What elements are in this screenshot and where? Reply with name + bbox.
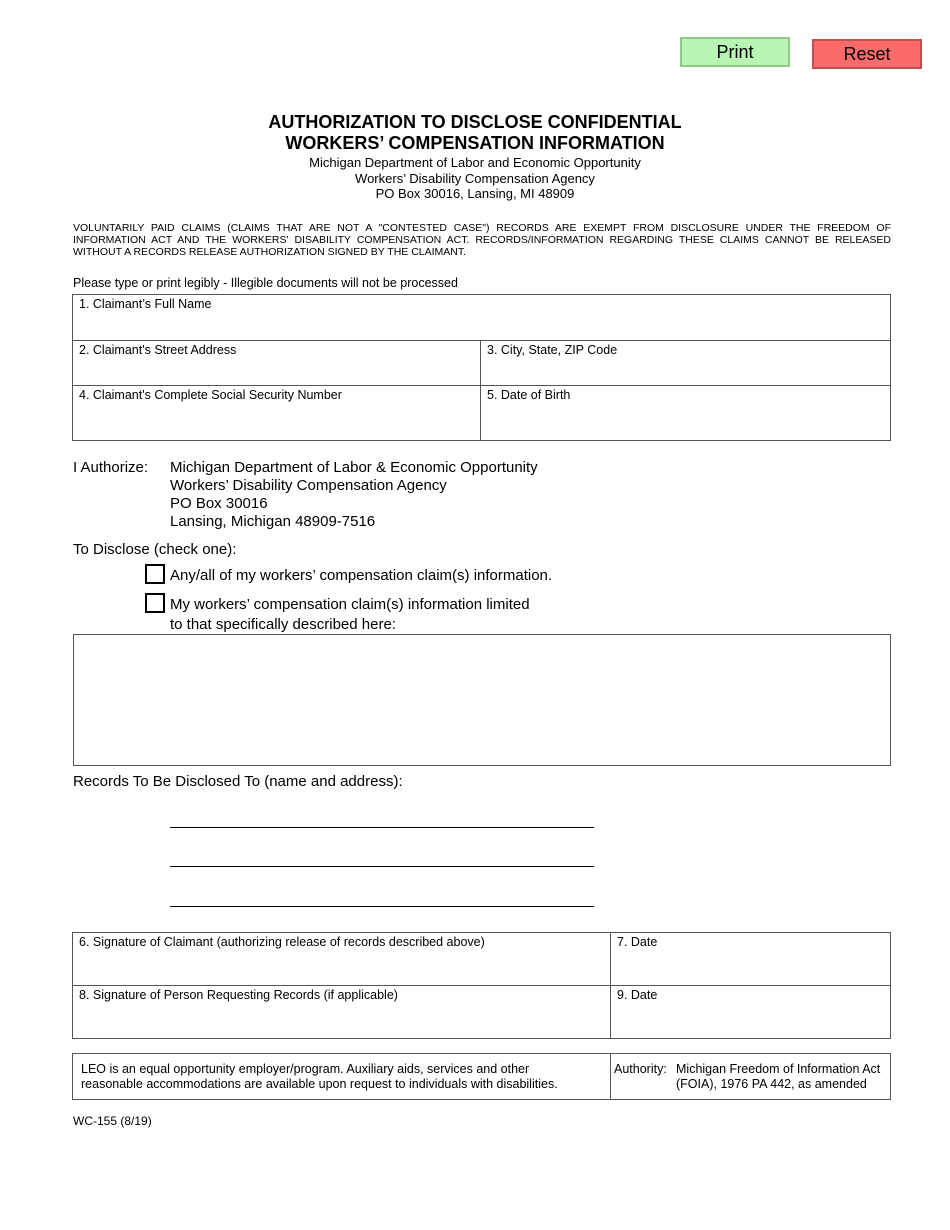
eeo-statement-line2: reasonable accommodations are available upon request to individuals with disabilities. [81,1077,558,1091]
limited-checkbox[interactable] [145,593,165,613]
agency-name: Workers’ Disability Compensation Agency [355,171,595,186]
authorize-line4: Lansing, Michigan 48909-7516 [170,513,376,530]
recipient-line-3[interactable] [170,905,594,907]
claimant-date-field[interactable] [610,932,891,985]
agency-address: PO Box 30016, Lansing, MI 48909 [375,186,575,201]
exemption-notice: VOLUNTARILY PAID CLAIMS (CLAIMS THAT ARE NOT A "CONTESTED CASE") RECORDS ARE EXEMPT FROM DISCLOSURE UNDER THE FREEDOM OF INFORMATION ACT AND THE WORKERS' DISABILITY COMPENSATION ACT. RECORDS/INFORMATION REGARDING THESE CLAIMS CANNOT BE RELEASED WITHOUT A RECORDS RELEASE AUTHORIZATION SIGNED BY THE CLAIMANT. [73,222,891,258]
form-title-line1: AUTHORIZATION TO DISCLOSE CONFIDENTIAL [268,112,682,132]
claimant-street-address-field[interactable] [72,340,480,385]
ssn-field[interactable] [72,385,480,441]
grid-divider [610,1053,611,1100]
authority-label: Authority: [614,1062,667,1076]
limited-option-label-line1: My workers’ compensation claim(s) information limited [170,596,530,613]
authorize-line1: Michigan Department of Labor & Economic Opportunity [170,459,538,476]
ssn-label: 4. Claimant's Complete Social Security Number [79,388,342,402]
requester-date-label: 9. Date [617,988,658,1002]
limited-option-label-line2: to that specifically described here: [170,616,396,633]
authorize-line3: PO Box 30016 [170,495,268,512]
requester-date-field[interactable] [610,985,891,1039]
disclose-label: To Disclose (check one): [73,541,237,558]
requester-signature-field[interactable] [72,985,610,1039]
records-to-label: Records To Be Disclosed To (name and address): [73,773,403,790]
claimant-full-name-field[interactable] [72,294,891,340]
print-button[interactable]: Print [680,37,790,67]
authority-line2: (FOIA), 1976 PA 442, as amended [676,1077,867,1091]
authorize-line2: Workers’ Disability Compensation Agency [170,477,447,494]
claimant-date-label: 7. Date [617,935,658,949]
requester-signature-label: 8. Signature of Person Requesting Records (if applicable) [79,988,398,1002]
any-all-option-label: Any/all of my workers’ compensation claim(s) information. [170,567,553,584]
city-state-zip-field[interactable] [480,340,891,385]
authorize-label: I Authorize: [73,459,149,476]
department-name: Michigan Department of Labor and Economic Opportunity [309,155,641,170]
eeo-statement-line1: LEO is an equal opportunity employer/program. Auxiliary aids, services and other [81,1062,530,1076]
authority-line1: Michigan Freedom of Information Act [676,1062,881,1076]
legibility-note: Please type or print legibly - Illegible documents will not be processed [73,276,458,290]
form-title-line2: WORKERS’ COMPENSATION INFORMATION [285,133,665,153]
recipient-line-2[interactable] [170,865,594,867]
claimant-street-address-label: 2. Claimant's Street Address [79,343,237,357]
claimant-full-name-label: 1. Claimant’s Full Name [79,297,212,311]
date-of-birth-label: 5. Date of Birth [487,388,571,402]
recipient-line-1[interactable] [170,826,594,828]
limited-description-textarea[interactable] [73,634,891,766]
claimant-signature-label: 6. Signature of Claimant (authorizing release of records described above) [79,935,485,949]
any-all-checkbox[interactable] [145,564,165,584]
date-of-birth-field[interactable] [480,385,891,441]
claimant-signature-field[interactable] [72,932,610,985]
reset-button[interactable]: Reset [812,39,922,69]
city-state-zip-label: 3. City, State, ZIP Code [487,343,618,357]
form-code: WC-155 (8/19) [73,1114,152,1128]
